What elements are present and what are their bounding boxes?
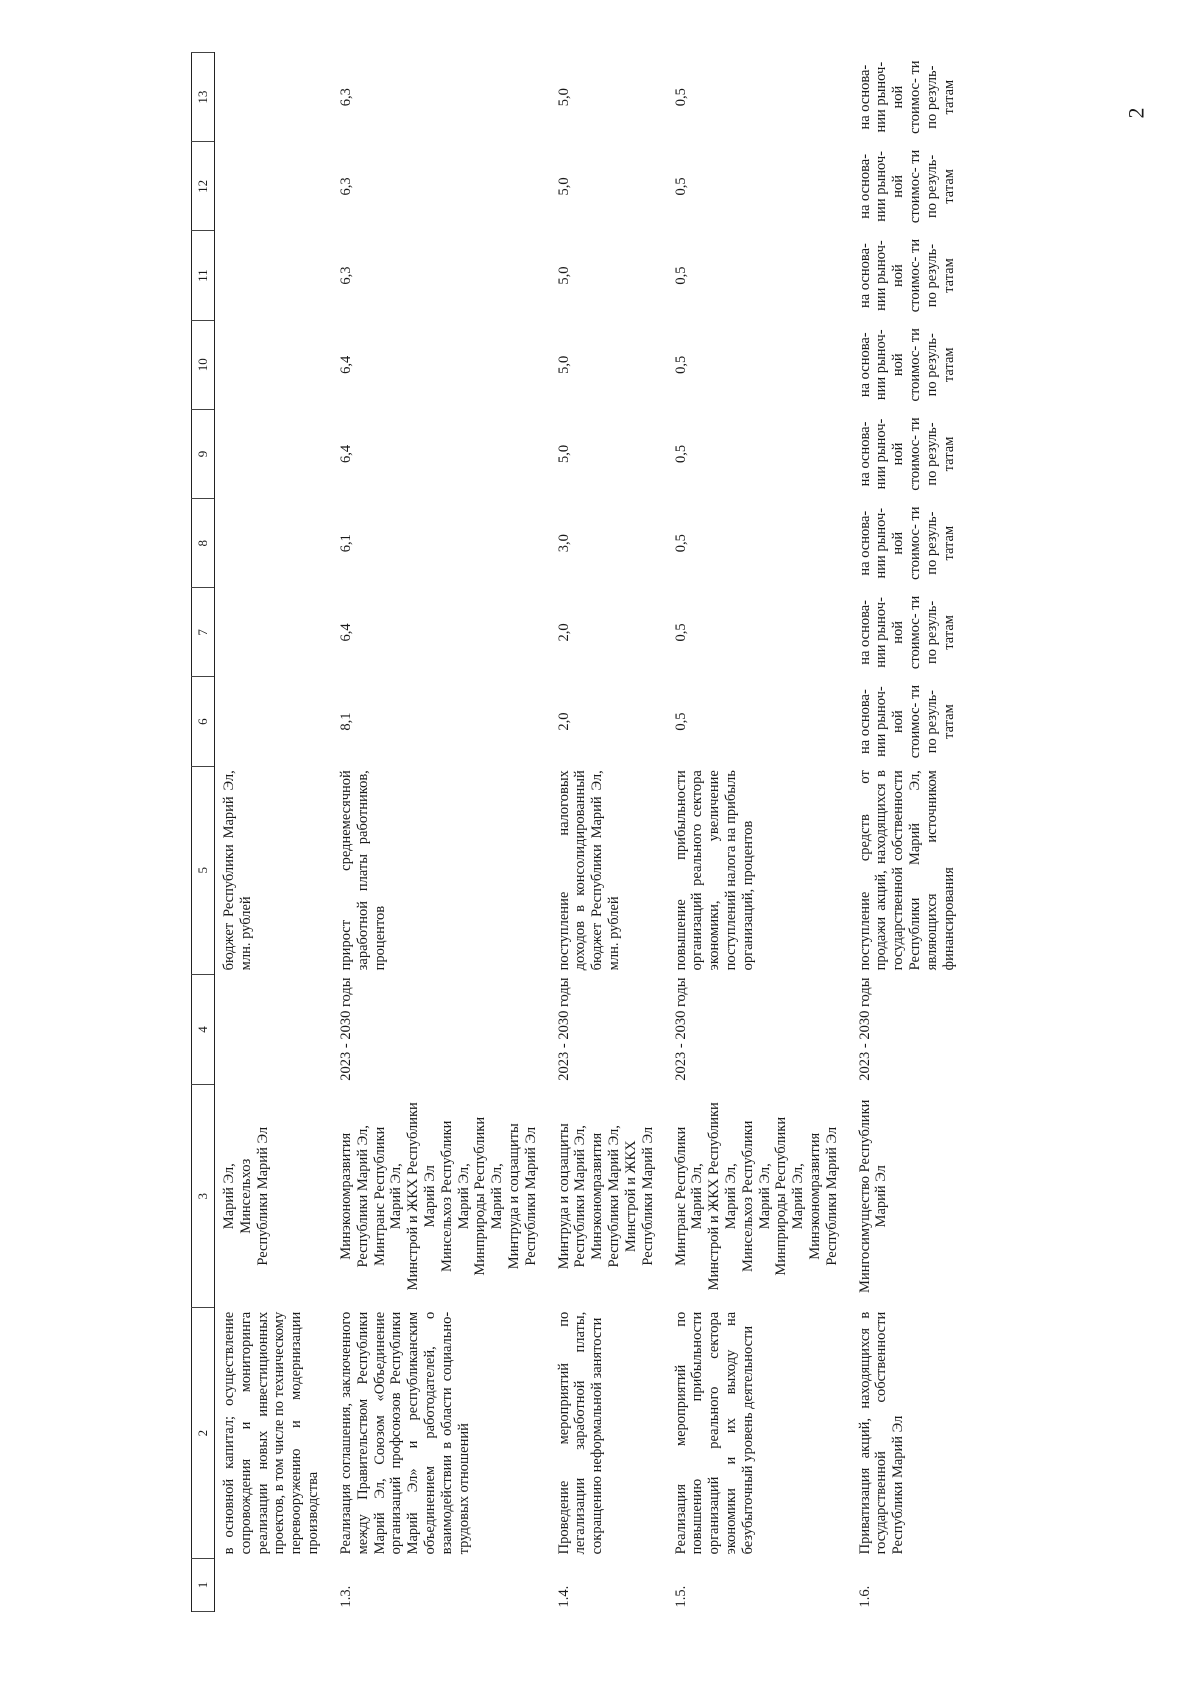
executor-line: Минстрой и ЖКХ bbox=[622, 1140, 639, 1253]
executors-cell bbox=[332, 1085, 550, 1308]
header-cell: 13 bbox=[192, 53, 215, 142]
value-cell: 5,0 bbox=[555, 177, 572, 196]
executors-cell bbox=[550, 1085, 667, 1308]
executor-line: Республики Марий Эл, bbox=[606, 1125, 623, 1268]
header-cell: 4 bbox=[192, 974, 215, 1084]
table-row bbox=[550, 53, 667, 1612]
value-cell bbox=[215, 499, 332, 588]
executor-line: Республики Марий Эл bbox=[522, 1126, 539, 1266]
executor-line: Марий Эл, bbox=[489, 1163, 506, 1230]
measure-name: Проведение мероприятий по легализации заработной платы, сокращению неформальной занятости bbox=[555, 1311, 606, 1555]
executor-line: Минтранс Республики bbox=[371, 1126, 388, 1266]
executor-line: Республики Марий Эл bbox=[254, 1126, 271, 1266]
period-cell: 2023 - 2030 годы bbox=[856, 977, 873, 1081]
value-cell: 0,5 bbox=[672, 88, 689, 107]
executor-line: Минсельхоз bbox=[237, 1158, 254, 1234]
value-cell: 5,0 bbox=[555, 444, 572, 464]
table-row bbox=[851, 53, 968, 1612]
executor-line: Минстрой и ЖКХ Республики bbox=[706, 1102, 723, 1291]
executor-line: Минприроды Республики bbox=[472, 1116, 489, 1276]
value-cell: на основа- нии рыноч- ной стоимос- ти по резуль- татам bbox=[856, 328, 957, 402]
value-cell: на основа- нии рыноч- ной стоимос- ти по резуль- татам bbox=[856, 417, 957, 491]
value-cell: 0,5 bbox=[672, 534, 689, 553]
value-cell: на основа- нии рыноч- ной стоимос- ти по резуль- татам bbox=[856, 684, 957, 759]
header-cell: 8 bbox=[192, 499, 215, 588]
executor-line: Марий Эл bbox=[421, 1165, 438, 1228]
executors-cell bbox=[667, 1085, 851, 1308]
value-cell: 8,1 bbox=[337, 712, 354, 731]
executor-line: Минприроды Республики bbox=[773, 1116, 790, 1276]
row-number: 1.3. bbox=[337, 1585, 354, 1608]
row-number: 1.6. bbox=[856, 1585, 873, 1608]
executor-line: Минсельхоз Республики bbox=[739, 1120, 756, 1272]
page-number: 2 bbox=[1123, 107, 1149, 119]
period-cell: 2023 - 2030 годы bbox=[337, 977, 354, 1081]
executor-line: Республики Марий Эл bbox=[823, 1126, 840, 1266]
header-cell: 7 bbox=[192, 588, 215, 677]
executor-line: Минсельхоз Республики bbox=[438, 1120, 455, 1272]
value-cell: 0,5 bbox=[672, 623, 689, 642]
period-cell: 2023 - 2030 годы bbox=[672, 977, 689, 1081]
value-cell: 0,5 bbox=[672, 266, 689, 285]
indicator-cell: поступление налоговых доходов в консолидированный бюджет Республики Марий Эл, млн. рублей bbox=[555, 770, 623, 971]
executor-line: Минтранс Республики bbox=[672, 1126, 689, 1266]
indicator-cell: бюджет Республики Марий Эл, млн. рублей bbox=[221, 770, 254, 971]
value-cell: на основа- нии рыноч- ной стоимос- ти по резуль- татам bbox=[856, 238, 957, 313]
table-row bbox=[215, 53, 332, 1612]
executor-line: Марий Эл, bbox=[790, 1163, 807, 1230]
header-cell: 5 bbox=[192, 766, 215, 974]
value-cell bbox=[215, 53, 332, 142]
value-cell: 3,0 bbox=[555, 534, 572, 553]
executor-line: Марий Эл, bbox=[756, 1163, 773, 1230]
indicator-cell: повышение прибыльности организаций реального сектора экономики, увеличение поступлений налога на прибыль организаций, процентов bbox=[672, 770, 756, 971]
header-cell: 1 bbox=[192, 1558, 215, 1611]
executor-line: Минтруда и соцзащиты bbox=[555, 1123, 572, 1270]
header-cell: 10 bbox=[192, 320, 215, 409]
executor-line: Республики Марий Эл, bbox=[572, 1125, 589, 1268]
value-cell bbox=[215, 231, 332, 320]
executor-line: Марий Эл, bbox=[455, 1163, 472, 1230]
header-cell: 9 bbox=[192, 409, 215, 498]
value-cell: 0,5 bbox=[672, 444, 689, 464]
value-cell: 0,5 bbox=[672, 355, 689, 374]
value-cell: 2,0 bbox=[555, 712, 572, 731]
value-cell: 6,4 bbox=[337, 623, 354, 642]
value-cell: 6,4 bbox=[337, 355, 354, 374]
value-cell bbox=[215, 588, 332, 677]
header-cell: 2 bbox=[192, 1308, 215, 1559]
header-cell: 6 bbox=[192, 677, 215, 766]
row-number: 1.5. bbox=[672, 1585, 689, 1608]
measure-name: Реализация мероприятий по повышению прибыльности организаций реального сектора экономики и их выходу на безубыточный уровень деятельности bbox=[672, 1311, 756, 1555]
value-cell: на основа- нии рыноч- ной стоимос- ти по резуль- татам bbox=[856, 60, 957, 134]
table-row bbox=[667, 53, 851, 1612]
header-cell: 11 bbox=[192, 231, 215, 320]
period-cell bbox=[215, 974, 332, 1084]
value-cell: 5,0 bbox=[555, 88, 572, 107]
value-cell: 0,5 bbox=[672, 177, 689, 196]
executor-line: Марий Эл, bbox=[221, 1163, 237, 1230]
indicator-cell: поступление средств от продажи акций, находящихся в государственной собственности Республики Марий Эл, являющихся источником финансирования bbox=[856, 770, 957, 971]
value-cell: 5,0 bbox=[555, 355, 572, 374]
header-cell: 3 bbox=[192, 1085, 215, 1308]
executor-line: Республики Марий Эл, bbox=[354, 1125, 371, 1268]
value-cell: на основа- нии рыноч- ной стоимос- ти по резуль- татам bbox=[856, 149, 957, 224]
measure-name: в основной капитал; осуществление сопровождения и мониторинга реализации новых инвестиционных проектов, в том числе по техническому перевооружению и модернизации производства bbox=[221, 1311, 322, 1555]
row-number bbox=[215, 1558, 332, 1611]
executor-line: Минстрой и ЖКХ Республики bbox=[405, 1102, 422, 1291]
executor-line: Марий Эл, bbox=[689, 1163, 706, 1230]
value-cell bbox=[215, 320, 332, 409]
value-cell: 5,0 bbox=[555, 266, 572, 285]
executor-line: Минэкономразвития bbox=[337, 1132, 354, 1260]
executor-line: Республики Марий Эл bbox=[639, 1126, 656, 1266]
value-cell: 6,1 bbox=[337, 534, 354, 553]
program-measures-table bbox=[191, 52, 968, 1612]
value-cell: 2,0 bbox=[555, 623, 572, 642]
executor-line: Мингосимущество Республики bbox=[856, 1099, 873, 1293]
executors-cell bbox=[215, 1085, 332, 1308]
value-cell bbox=[215, 677, 332, 766]
executor-line: Марий Эл, bbox=[722, 1163, 739, 1230]
table-body bbox=[215, 53, 968, 1612]
value-cell: 6,3 bbox=[337, 88, 354, 107]
table-header-row bbox=[192, 53, 215, 1612]
value-cell: 0,5 bbox=[672, 712, 689, 731]
executors-cell bbox=[851, 1085, 968, 1308]
executor-line: Марий Эл bbox=[873, 1165, 890, 1228]
value-cell: на основа- нии рыноч- ной стоимос- ти по резуль- татам bbox=[856, 595, 957, 670]
executor-line: Минэкономразвития bbox=[807, 1132, 823, 1260]
value-cell: на основа- нии рыноч- ной стоимос- ти по резуль- татам bbox=[856, 506, 957, 580]
executor-line: Минтруда и соцзащиты bbox=[506, 1123, 522, 1270]
executor-line: Минэкономразвития bbox=[589, 1132, 606, 1260]
indicator-cell: прирост среднемесячной заработной платы работников, процентов bbox=[337, 770, 388, 971]
executor-line: Марий Эл, bbox=[388, 1163, 405, 1230]
value-cell: 6,3 bbox=[337, 177, 354, 196]
value-cell: 6,3 bbox=[337, 266, 354, 285]
value-cell bbox=[215, 142, 332, 231]
value-cell bbox=[215, 409, 332, 498]
measure-name: Реализация соглашения, заключенного между Правительством Республики Марий Эл, Союзом «Объединение организаций профсоюзов Республики Марий Эл» и республиканским объединением работодателей, о взаимодействии в области социально-трудовых отношений bbox=[337, 1311, 472, 1555]
period-cell: 2023 - 2030 годы bbox=[555, 977, 572, 1081]
value-cell: 6,4 bbox=[337, 444, 354, 464]
table-container bbox=[191, 52, 1061, 1612]
row-number: 1.4. bbox=[555, 1585, 572, 1608]
header-cell: 12 bbox=[192, 142, 215, 231]
table-row bbox=[332, 53, 550, 1612]
measure-name: Приватизация акций, находящихся в государственной собственности Республики Марий Эл bbox=[856, 1311, 907, 1555]
